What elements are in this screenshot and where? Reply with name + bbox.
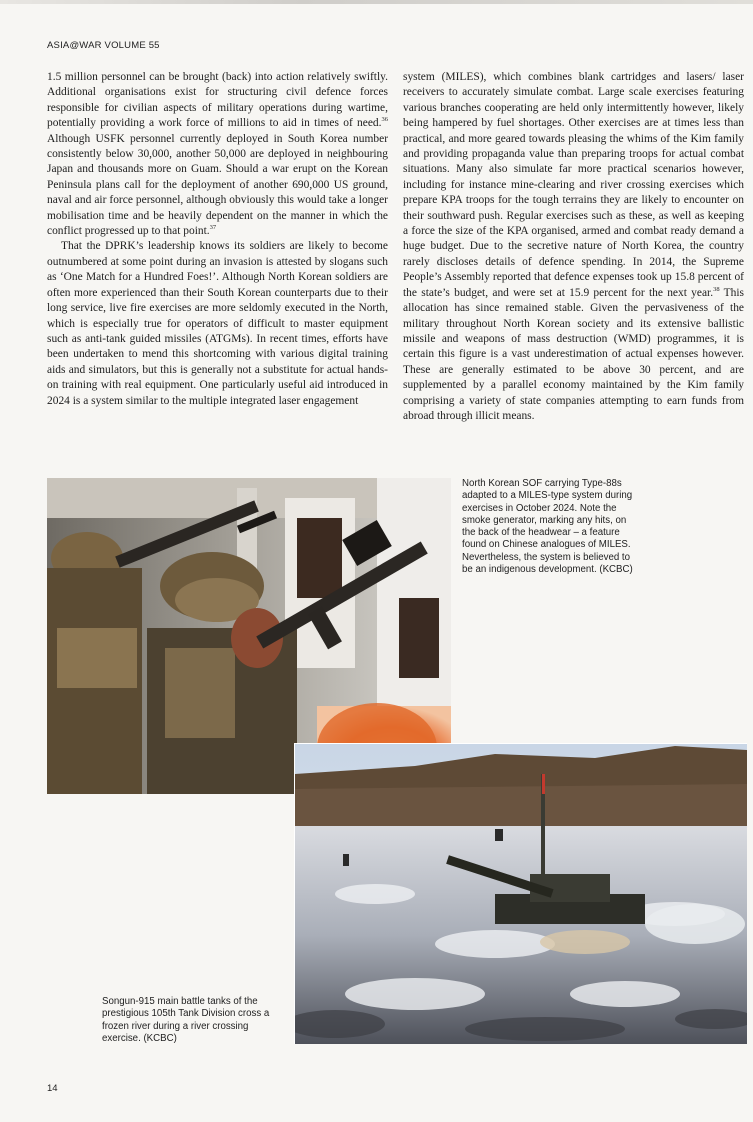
page-number: 14 — [47, 1083, 58, 1094]
photo-caption-tanks: Songun-915 main battle tanks of the prestigious 105th Tank Division cross a frozen river during a river crossing exercise. (KCBC) — [102, 996, 270, 1044]
photo-tanks — [294, 743, 747, 1044]
paragraph — [47, 70, 388, 239]
paragraph-text: Although USFK personnel currently deployed in South Korea number consistently below 30,000, another 50,000 are deployed in neighbouring Japan and thousands more on Guam. Should a war erupt on the Korean Peninsula plans call for the deployment of another 690,000 US ground, naval and air force personnel, although obviously this would take a longer mobilisation time and be heavily dependent on the manner in which the conflict progressed up to that point. — [47, 132, 388, 238]
body-column-right — [403, 70, 744, 424]
paragraph-text: system (MILES), which combines blank cartridges and lasers/ laser receivers to accurately simulate combat. Large scale exercises featuring various branches cooperating are held only intermittently however, likely being hampered by fuel shortages. Other exercises are at times less than practical, and more geared towards pleasing the whims of the Kim family and providing propaganda value than preparing troops for actual combat situations. Many also simulate far more practical scenarios however, including for instance mine-clearing and river crossing exercises which prepare KPA troops for the tough terrains they are likely to encounter on their southward push. Regular exercises such as these, as well as keeping a force the size of the KPA organised, armed and combat ready demand a huge budget. Due to the secretive nature of North Korea, the country rarely discloses details of defence spending. In 2014, the Supreme People’s Assembly reported that defence expenses took up 15.8 percent of the state’s budget, and were set at 15.9 percent for the next year. — [403, 71, 744, 299]
paragraph — [403, 70, 744, 424]
paragraph: That the DPRK’s leadership knows its soldiers are likely to become outnumbered at some point during an invasion is attested by slogans such as ‘One Match for a Hundred Foes!’. Although North Korean soldiers are often more experienced than their South Korean counterparts due to their long service, live fire exercises are more seldomly executed in the North, which is especially true for operators of difficult to master equipment such as anti-tank guided missiles (ATGMs). In recent times, efforts have been undertaken to mend this shortcoming with various digital training aids and simulators, but this is generally not a substitute for actual hands-on training with real equipment. One particularly useful aid introduced in 2024 is a system similar to the multiple integrated laser engagement — [47, 240, 388, 407]
tanks-photo-icon — [295, 744, 747, 1044]
photo-caption-soldiers: North Korean SOF carrying Type-88s adapted to a MILES-type system during exercises in October 2024. Note the smoke generator, marking any hits, on the back of the headwear – a feature found on Chinese analogues of MILES. Nevertheless, the system is believed to be an indigenous development. (KCBC) — [462, 478, 633, 576]
footnote-ref: 37 — [209, 224, 217, 232]
paragraph-text: This allocation has since remained stable. Given the pervasiveness of the military throughout North Korean society and its extensive ballistic missile and weapons of mass destruction (WMD) programmes, it is certain this figure is a vast underestimation of actual expenses however. These are generally estimated to be above 30 percent, and are supplemented by a parallel economy maintained by the Kim family comprising a variety of state companies attempting to earn funds from abroad through illicit means. — [403, 286, 744, 422]
footnote-ref: 36 — [381, 116, 388, 124]
page-top-edge — [0, 0, 753, 4]
running-head: ASIA@WAR VOLUME 55 — [47, 40, 160, 51]
paragraph-text: 1.5 million personnel can be brought (back) into action relatively swiftly. Additional organisations exist for structuring civil defence forces responsible for civilian aspects of military operations during wartime, potentially providing a work force of millions to aid in times of need. — [47, 71, 388, 130]
footnote-ref: 38 — [713, 285, 720, 293]
body-column-left — [47, 70, 388, 409]
